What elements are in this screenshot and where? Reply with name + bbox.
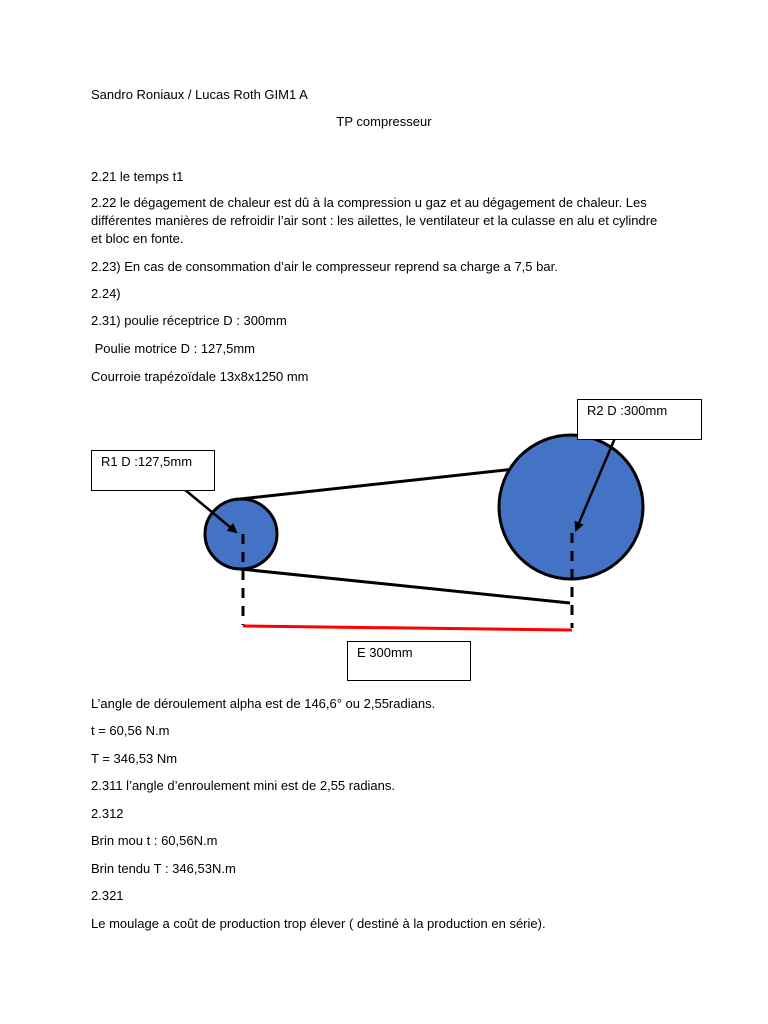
moulage-line: Le moulage a coût de production trop élever ( destiné à la production en série).	[91, 916, 546, 931]
t-small-line: t = 60,56 N.m	[91, 723, 170, 738]
authors-line: Sandro Roniaux / Lucas Roth GIM1 A	[91, 87, 308, 102]
section-2-24: 2.24)	[91, 286, 121, 301]
e-label-box: E 300mm	[347, 641, 471, 681]
r2-label-box: R2 D :300mm	[577, 399, 702, 440]
belt-bottom-line	[240, 569, 570, 603]
small-pulley	[205, 499, 277, 569]
center-distance-line	[243, 626, 572, 630]
section-2-22: 2.22 le dégagement de chaleur est dû à la compression u gaz et au dégagement de chaleur. Les différentes manières de refroidir l’air sont : les ailettes, le ventilateur et la culasse en alu et cylindre et bloc en fonte.	[91, 195, 658, 246]
section-2-23: 2.23) En cas de consommation d’air le compresseur reprend sa charge a 7,5 bar.	[91, 259, 558, 274]
section-2-312: 2.312	[91, 806, 124, 821]
page-title: TP compresseur	[336, 114, 432, 129]
poulie-motrice-line: Poulie motrice D : 127,5mm	[91, 341, 256, 356]
angle-line: L’angle de déroulement alpha est de 146,6° ou 2,55radians.	[91, 696, 436, 711]
brin-tendu-line: Brin tendu T : 346,53N.m	[91, 861, 236, 876]
courroie-line: Courroie trapézoïdale 13x8x1250 mm	[91, 369, 309, 384]
section-2-321: 2.321	[91, 888, 124, 903]
section-2-311: 2.311 l’angle d’enroulement mini est de 2,55 radians.	[91, 778, 396, 793]
section-2-31: 2.31) poulie réceptrice D : 300mm	[91, 313, 287, 328]
t-big-line: T = 346,53 Nm	[91, 751, 178, 766]
brin-mou-line: Brin mou t : 60,56N.m	[91, 833, 218, 848]
r1-label-box: R1 D :127,5mm	[91, 450, 215, 491]
section-2-21: 2.21 le temps t1	[91, 169, 184, 184]
